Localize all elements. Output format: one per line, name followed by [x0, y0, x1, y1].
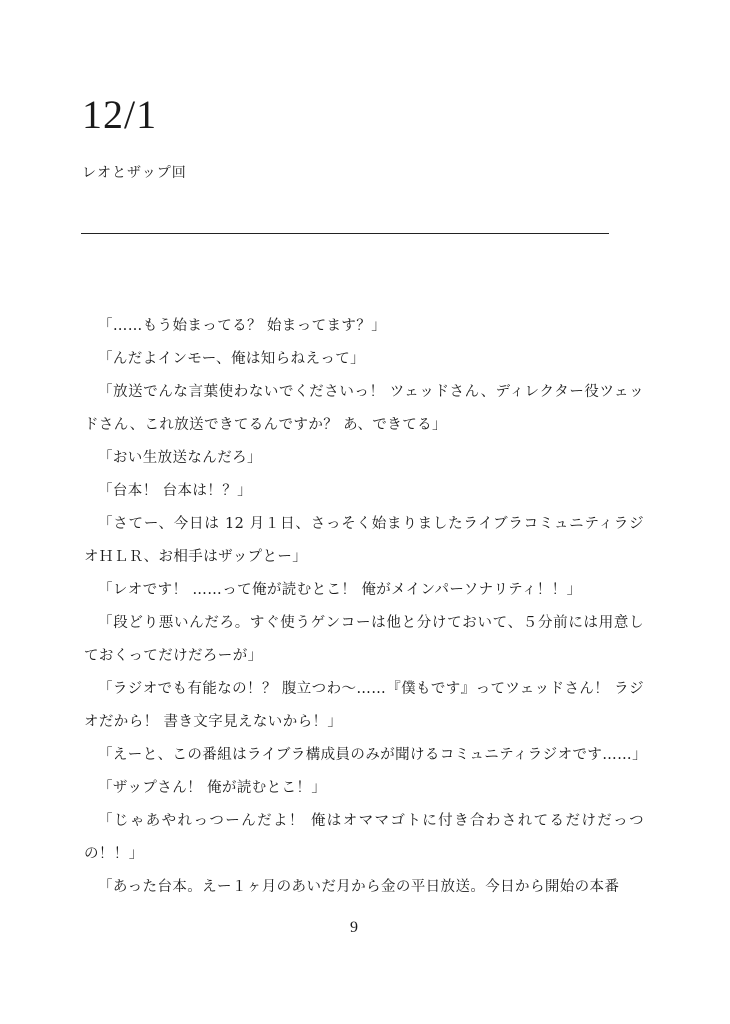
- title-divider: [81, 233, 609, 234]
- dialogue-paragraph: 「んだよインモー、俺は知らねえって」: [98, 351, 366, 367]
- dialogue-paragraph: 「ザップさん！ 俺が読むとこ！」: [98, 780, 327, 796]
- body-text: [84, 310, 647, 904]
- dialogue-paragraph: 「じゃあやれっつーんだよ！ 俺はオママゴトに付き合わされてるだけだっつの！！」: [84, 813, 644, 862]
- dialogue-paragraph: 「えーと、この番組はライブラ構成員のみが聞けるコミュニティラジオです……」: [98, 747, 647, 763]
- dialogue-paragraph: 「レオです！ ……って俺が読むとこ！ 俺がメインパーソナリティ！！」: [98, 582, 582, 598]
- dialogue-paragraph: 「おい生放送なんだろ」: [98, 450, 262, 466]
- dialogue-paragraph: 「あった台本。えー１ヶ月のあいだ月から金の平日放送。今日から開始の本番: [98, 879, 620, 895]
- chapter-title: 12/1: [82, 92, 158, 137]
- dialogue-paragraph: 「ラジオでも有能なの！？ 腹立つわ〜……『僕もです』ってツェッドさん！ ラジオだから！ 書き文字見えないから！」: [84, 681, 644, 730]
- dialogue-paragraph: 「……もう始まってる？ 始まってます？」: [98, 318, 387, 334]
- dialogue-paragraph: 「台本！ 台本は！？」: [98, 483, 253, 499]
- dialogue-paragraph: 「放送でんな言葉使わないでくださいっ！ ツェッドさん、ディレクター役ツェッドさん、これ放送できてるんですか？ あ、できてる」: [84, 384, 644, 433]
- dialogue-paragraph: 「段どり悪いんだろ。すぐ使うゲンコーは他と分けておいて、５分前には用意しておくってだけだろーが」: [84, 615, 644, 664]
- page-number: 9: [350, 919, 358, 936]
- dialogue-paragraph: 「さてー、今日は 12 月１日、さっそく始まりましたライブラコミュニティラジオＨＬＲ、お相手はザップとー」: [84, 516, 644, 565]
- chapter-subtitle: レオとザップ回: [82, 165, 187, 181]
